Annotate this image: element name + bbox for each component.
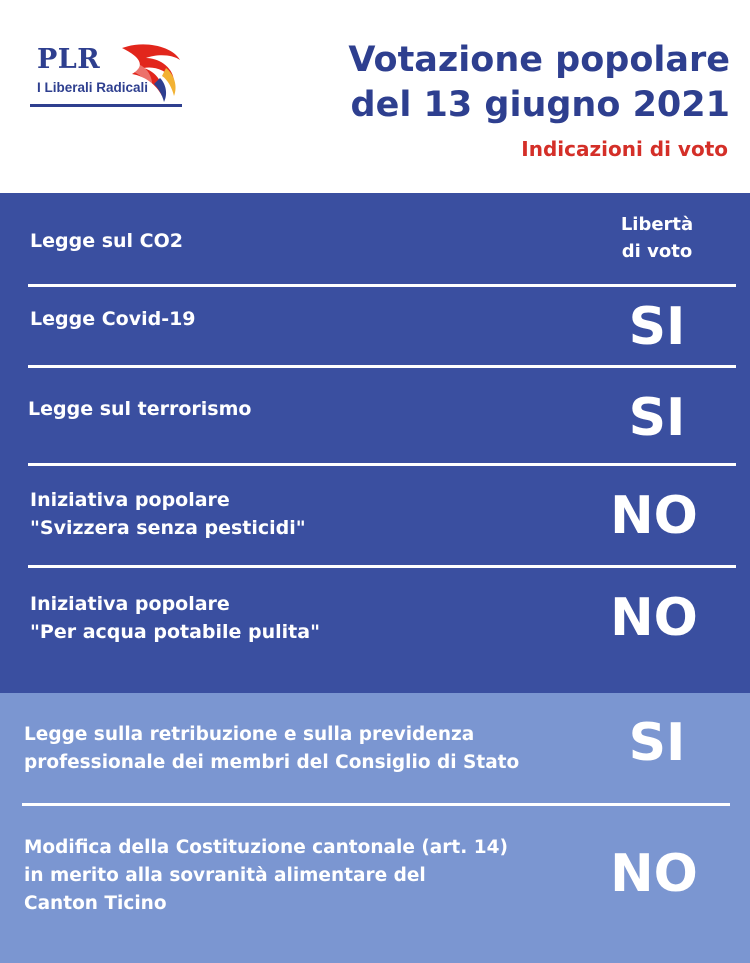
logo-name: PLR: [37, 44, 101, 75]
page-title: [270, 38, 730, 128]
title-line-1: Votazione popolare: [348, 40, 730, 80]
plr-logo: [30, 38, 190, 110]
title-line-2: del 13 giugno 2021: [350, 85, 730, 125]
vote-item-label: [24, 834, 508, 918]
vote-recommendation: SI: [628, 297, 686, 357]
logo-underline: [30, 104, 182, 107]
vote-row: [0, 568, 750, 693]
vote-row: [0, 193, 750, 285]
vote-item-label-line-3: Canton Ticino: [24, 893, 167, 914]
vote-recommendation: [592, 211, 722, 265]
vote-row: [0, 806, 750, 963]
vote-item-label: [24, 721, 519, 777]
vote-recommendation: NO: [610, 588, 698, 648]
vote-item-label: Legge sul terrorismo: [28, 398, 252, 420]
cantonal-votes-section: [0, 693, 750, 963]
vote-item-label-line-2: in merito alla sovranità alimentare del: [24, 865, 426, 886]
vote-item-label-line-2: professionale dei membri del Consiglio di Stato: [24, 752, 520, 773]
vote-row: [0, 368, 750, 463]
federal-votes-section: [0, 193, 750, 693]
vote-recommendation-line-2: di voto: [621, 241, 693, 262]
vote-recommendation: NO: [610, 486, 698, 546]
vote-item-label-line-1: Modifica della Costituzione cantonale (art. 14): [24, 837, 508, 858]
vote-item-label: Legge sul CO2: [30, 230, 183, 252]
vote-item-label-line-1: Iniziativa popolare: [30, 489, 230, 511]
vote-row: [0, 466, 750, 566]
header: [0, 0, 750, 193]
vote-item-label: [30, 486, 306, 542]
vote-recommendation-line-1: Libertà: [620, 214, 694, 235]
vote-item-label-line-1: Legge sulla retribuzione e sulla previdenza: [24, 724, 475, 745]
vote-item-label: Legge Covid-19: [30, 308, 196, 330]
vote-item-label: [30, 590, 320, 646]
vote-item-label-line-2: "Per acqua potabile pulita": [30, 621, 320, 643]
vote-row: [0, 287, 750, 367]
page-subtitle: Indicazioni di voto: [521, 137, 728, 161]
vote-recommendation: SI: [628, 388, 686, 448]
vote-row: [0, 693, 750, 803]
vote-item-label-line-2: "Svizzera senza pesticidi": [30, 517, 306, 539]
vote-item-label-line-1: Iniziativa popolare: [30, 593, 230, 615]
vote-recommendation: SI: [628, 713, 686, 773]
vote-recommendation: NO: [610, 844, 698, 904]
logo-subtitle: I Liberali Radicali: [37, 80, 149, 95]
